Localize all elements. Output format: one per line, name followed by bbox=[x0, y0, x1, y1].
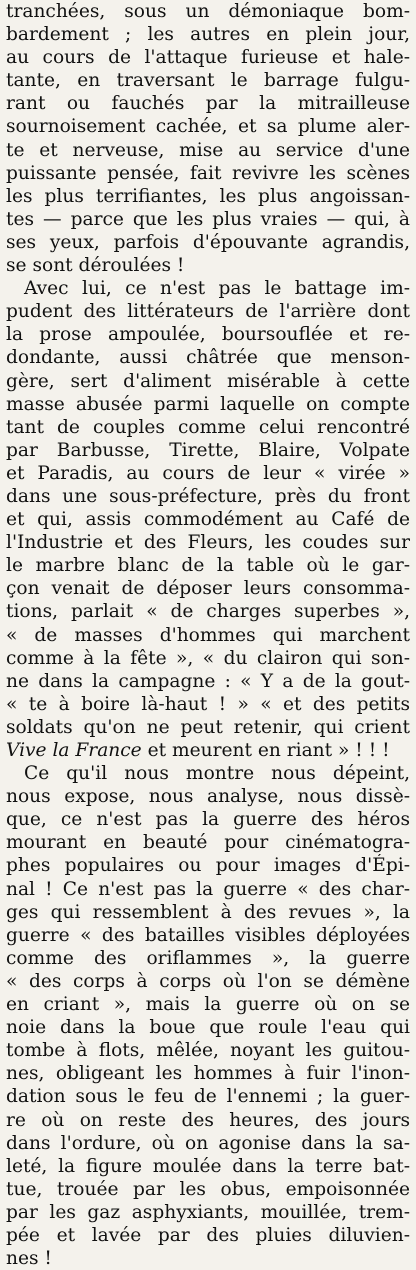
line-text: gère, sert d'aliment misérable à cette bbox=[6, 370, 410, 392]
article-line bbox=[6, 1201, 410, 1224]
line-text: dondante, aussi châtrée que menson- bbox=[6, 347, 410, 369]
line-text: leté, la figure moulée dans la terre bat- bbox=[6, 1155, 410, 1177]
article-line bbox=[6, 462, 410, 485]
line-text: dans l'ordure, où on agonise dans la sa- bbox=[6, 1132, 410, 1154]
line-text: dation sous le feu de l'ennemi ; la guer- bbox=[6, 1086, 410, 1108]
article-line bbox=[6, 647, 410, 670]
line-text: noie dans la boue que roule l'eau qui bbox=[6, 1017, 410, 1039]
line-text: ses yeux, parfois d'épouvante agrandis, bbox=[6, 231, 410, 253]
article-line bbox=[6, 1039, 410, 1062]
article-line bbox=[6, 970, 410, 993]
article-line bbox=[6, 693, 410, 716]
line-text: que, ce n'est pas la guerre des héros bbox=[6, 809, 410, 831]
line-text: nes, obligeant les hommes à fuir l'inon- bbox=[6, 1063, 410, 1085]
article-line bbox=[6, 393, 410, 416]
article-line bbox=[6, 1178, 410, 1201]
line-text: ges qui ressemblent à des revues », la bbox=[6, 901, 410, 923]
article-line bbox=[6, 23, 410, 46]
line-text: te et nerveuse, mise au service d'une bbox=[6, 139, 410, 161]
article-line bbox=[6, 554, 410, 577]
article-line bbox=[6, 901, 410, 924]
line-text: masse abusée parmi laquelle on compte bbox=[6, 393, 410, 415]
article-line bbox=[6, 1247, 410, 1270]
line-text: tions, parlait « de charges superbes », bbox=[6, 601, 410, 623]
article-line bbox=[6, 1224, 410, 1247]
article-line bbox=[6, 924, 410, 947]
line-text: en criant », mais la guerre où on se bbox=[6, 994, 410, 1016]
article-line bbox=[6, 531, 410, 554]
italic-phrase: Vive la France bbox=[6, 740, 142, 761]
line-text: comme des oriflammes », la guerre bbox=[6, 947, 410, 969]
line-text: « te à boire là-haut ! » « et des petits bbox=[6, 693, 410, 715]
line-text: Avec lui, ce n'est pas le battage im- bbox=[24, 278, 410, 300]
line-text: phes populaires ou pour images d'Épi- bbox=[6, 855, 410, 877]
line-text: et meurent en riant » ! ! ! bbox=[147, 740, 390, 761]
article-line bbox=[6, 600, 410, 623]
line-text: rant ou fauchés par la mitrailleuse bbox=[6, 93, 410, 115]
line-text: tombe à flots, mêlée, noyant les guitou- bbox=[6, 1040, 410, 1062]
line-text: pudent des littérateurs de l'arrière dont bbox=[6, 301, 410, 323]
line-text: ne dans la campagne : « Y a de la gout- bbox=[6, 670, 410, 692]
article-line bbox=[6, 69, 410, 92]
article-line bbox=[6, 739, 410, 762]
line-text: au cours de l'attaque furieuse et hale- bbox=[6, 47, 410, 69]
article-line bbox=[6, 854, 410, 877]
line-text: soldats qu'on ne peut retenir, qui crient bbox=[6, 716, 410, 738]
article-line bbox=[6, 878, 410, 901]
line-text: le marbre blanc de la table où le gar- bbox=[6, 555, 410, 577]
article-line bbox=[6, 185, 410, 208]
line-text: l'Industrie et des Fleurs, les coudes sur bbox=[6, 532, 410, 554]
article-line bbox=[6, 370, 410, 393]
line-text: sournoisement cachée, et sa plume aler- bbox=[6, 116, 410, 138]
article-line bbox=[6, 323, 410, 346]
line-text: nous expose, nous analyse, nous dissè- bbox=[6, 786, 410, 808]
line-text: guerre « des batailles visibles déployées bbox=[6, 924, 410, 946]
line-text: « des corps à corps où l'on se démène bbox=[6, 970, 410, 992]
line-text: par Barbusse, Tirette, Blaire, Volpate bbox=[6, 439, 410, 461]
line-text: les plus terrifiantes, les plus angoissan- bbox=[6, 185, 410, 207]
line-text: nal ! Ce n'est pas la guerre « des char- bbox=[6, 878, 410, 900]
line-text: tant de couples comme celui rencontré bbox=[6, 416, 410, 438]
article-line bbox=[6, 300, 410, 323]
article-line bbox=[6, 0, 410, 23]
line-text: dans une sous-préfecture, près du front bbox=[6, 485, 410, 507]
line-text: tes — parce que les plus vraies — qui, à bbox=[6, 208, 410, 230]
line-text: pée et lavée par des pluies diluvien- bbox=[6, 1224, 410, 1246]
line-text: tante, en traversant le barrage fulgu- bbox=[6, 70, 410, 92]
line-text: bardement ; les autres en plein jour, bbox=[6, 24, 410, 46]
article-line bbox=[6, 1109, 410, 1132]
article-line bbox=[6, 762, 410, 785]
line-text: et Paradis, au cours de leur « virée » bbox=[6, 462, 410, 484]
article-line bbox=[6, 485, 410, 508]
article-line bbox=[6, 416, 410, 439]
line-text: la prose ampoulée, boursouflée et re- bbox=[6, 324, 410, 346]
line-text: par les gaz asphyxiants, mouillée, trem- bbox=[6, 1201, 410, 1223]
article-line bbox=[6, 947, 410, 970]
line-text: nes ! bbox=[6, 1248, 52, 1270]
article-line bbox=[6, 346, 410, 369]
article-line bbox=[6, 785, 410, 808]
line-text: tranchées, sous un démoniaque bom- bbox=[6, 1, 410, 22]
article-line bbox=[6, 254, 410, 277]
line-text: re où on reste des heures, des jours bbox=[6, 1109, 410, 1131]
article-line bbox=[6, 46, 410, 69]
line-text: tue, trouée par les obus, empoisonnée bbox=[6, 1178, 410, 1200]
article-line bbox=[6, 831, 410, 854]
article-line bbox=[6, 624, 410, 647]
line-text: Ce qu'il nous montre nous dépeint, bbox=[24, 763, 410, 785]
article-line bbox=[6, 277, 410, 300]
line-text: « de masses d'hommes qui marchent bbox=[6, 624, 410, 646]
line-text: comme à la fête », « du clairon qui son- bbox=[6, 647, 410, 669]
article-line bbox=[6, 508, 410, 531]
article-line bbox=[6, 1155, 410, 1178]
article-line bbox=[6, 808, 410, 831]
article-line bbox=[6, 1062, 410, 1085]
line-text: et qui, assis commodément au Café de bbox=[6, 509, 410, 531]
article-line bbox=[6, 162, 410, 185]
article-line bbox=[6, 208, 410, 231]
article-line bbox=[6, 1016, 410, 1039]
article-line bbox=[6, 670, 410, 693]
article-line bbox=[6, 115, 410, 138]
article-line bbox=[6, 577, 410, 600]
article-line bbox=[6, 231, 410, 254]
line-text: çon venait de déposer leurs consomma- bbox=[6, 578, 410, 600]
article-line bbox=[6, 439, 410, 462]
article-line bbox=[6, 1132, 410, 1155]
line-text: puissante pensée, fait revivre les scènes bbox=[6, 162, 410, 184]
line-text: mourant en beauté pour cinématogra- bbox=[6, 832, 410, 854]
article-line bbox=[6, 716, 410, 739]
article-line bbox=[6, 1085, 410, 1108]
article-line bbox=[6, 139, 410, 162]
article-line bbox=[6, 993, 410, 1016]
article-line bbox=[6, 92, 410, 115]
line-text: se sont déroulées ! bbox=[6, 255, 185, 277]
